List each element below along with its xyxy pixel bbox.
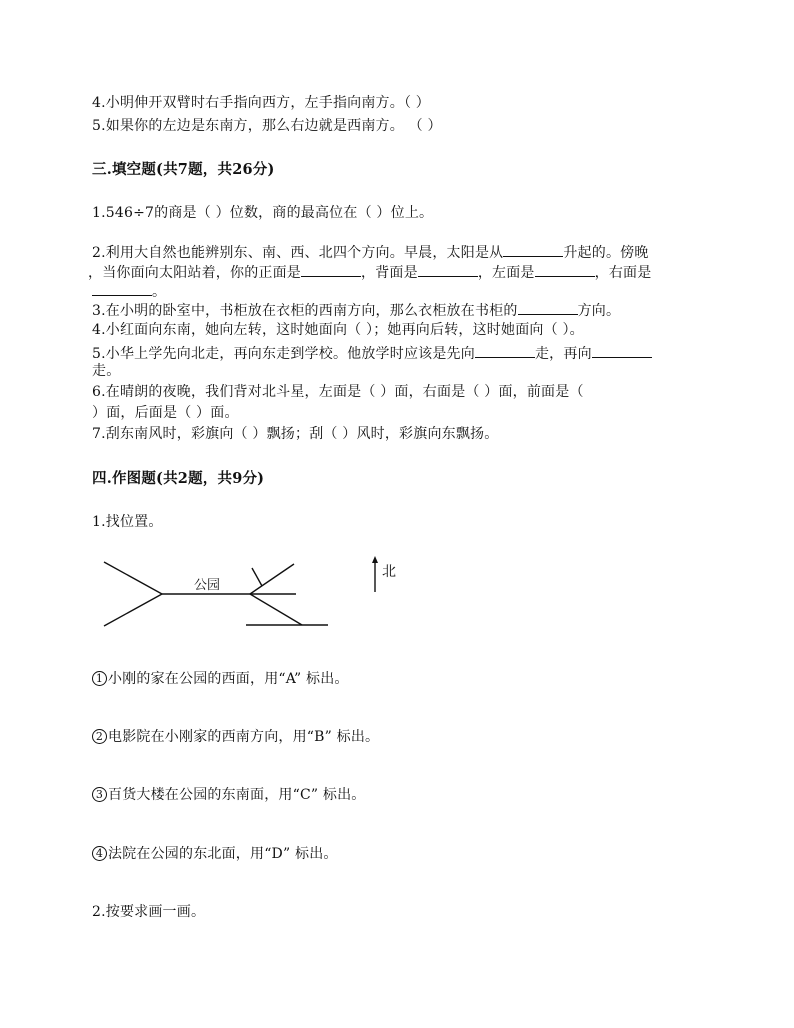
fill-q5-text-a: 5.小华上学先向北走，再向东走到学校。他放学时应该是先向 xyxy=(92,346,475,362)
map-road-northeast xyxy=(250,564,294,594)
answer-blank[interactable] xyxy=(475,343,535,358)
fill-question-5-line-1 xyxy=(92,343,652,363)
fill-question-5-line-2: 走。 xyxy=(92,363,121,379)
answer-blank[interactable] xyxy=(418,262,478,277)
draw-item-3-text: 百货大楼在公园的东南面，用“C” 标出。 xyxy=(108,787,366,803)
circled-number: 1 xyxy=(92,671,107,686)
fill-q2-text-e: ，左面是 xyxy=(477,265,535,281)
fill-q2-text-g: 。 xyxy=(152,284,167,300)
draw-item-1-text: 小刚的家在公园的西面，用“A” 标出。 xyxy=(108,671,349,687)
fill-q3-text-a: 3.在小明的卧室中，书柜放在衣柜的西南方向，那么衣柜放在书柜的 xyxy=(92,303,518,319)
draw-item-1 xyxy=(92,670,349,688)
draw-item-3 xyxy=(92,786,365,804)
draw-question-1: 1.找位置。 xyxy=(92,514,163,530)
fill-question-4: 4.小红面向东南，她向左转，这时她面向（ ）；她再向后转，这时她面向（ ）。 xyxy=(92,322,584,338)
draw-item-4 xyxy=(92,845,338,863)
fill-q2-text-f: ，右面是 xyxy=(594,265,652,281)
fill-q2-text-a: 2.利用大自然也能辨别东、南、西、北四个方向。早晨，太阳是从 xyxy=(92,245,504,261)
draw-item-2-text: 电影院在小刚家的西南方向，用“B” 标出。 xyxy=(108,729,380,745)
circled-number: 2 xyxy=(92,729,107,744)
north-arrow-head-icon xyxy=(372,556,378,563)
map-park-label: 公园 xyxy=(194,578,221,593)
answer-blank[interactable] xyxy=(518,300,578,315)
fill-q3-text-b: 方向。 xyxy=(577,303,621,319)
answer-blank[interactable] xyxy=(301,262,361,277)
fill-question-6-line-1: 6.在晴朗的夜晚，我们背对北斗星，左面是（ ）面，右面是（ ）面，前面是（ xyxy=(92,384,584,400)
draw-item-2 xyxy=(92,728,379,746)
circled-number: 3 xyxy=(92,787,107,802)
location-map xyxy=(96,552,426,634)
fill-q2-text-c: ，当你面向太阳站着，你的正面是 xyxy=(88,265,301,281)
circled-number: 4 xyxy=(92,846,107,861)
answer-blank[interactable] xyxy=(592,343,652,358)
map-road-north-spur xyxy=(252,568,262,586)
answer-blank[interactable] xyxy=(92,281,152,296)
fill-q5-text-b: 走，再向 xyxy=(534,346,592,362)
fill-question-3 xyxy=(92,300,620,320)
draw-question-2: 2.按要求画一画。 xyxy=(92,904,206,920)
answer-blank[interactable] xyxy=(503,242,563,257)
fill-question-7: 7.刮东南风时，彩旗向（ ）飘扬；刮（ ）风时，彩旗向东飘扬。 xyxy=(92,426,499,442)
fill-question-2-line-3 xyxy=(92,281,166,301)
fill-question-2-line-2 xyxy=(88,262,651,282)
map-road-southeast xyxy=(250,594,302,625)
judge-question-4: 4.小明伸开双臂时右手指向西方，左手指向南方。（ ） xyxy=(92,95,431,111)
fill-q2-text-b: 升起的。傍晚 xyxy=(563,245,649,261)
section-heading-draw: 四.作图题(共2题，共9分) xyxy=(92,470,265,487)
map-road-west-lower xyxy=(104,594,162,626)
fill-question-2-line-1 xyxy=(92,242,649,262)
fill-question-6-line-2: ）面，后面是（ ）面。 xyxy=(92,405,239,421)
fill-q2-text-d: ，背面是 xyxy=(361,265,418,281)
map-north-label: 北 xyxy=(382,564,396,580)
answer-blank[interactable] xyxy=(535,262,595,277)
fill-question-1: 1.546÷7的商是（ ）位数，商的最高位在（ ）位上。 xyxy=(92,205,434,221)
section-heading-fill: 三.填空题(共7题，共26分) xyxy=(92,161,275,178)
judge-question-5: 5.如果你的左边是东南方，那么右边就是西南方。 （ ） xyxy=(92,118,442,134)
draw-item-4-text: 法院在公园的东北面，用“D” 标出。 xyxy=(108,846,338,862)
map-road-west-upper xyxy=(104,562,162,594)
